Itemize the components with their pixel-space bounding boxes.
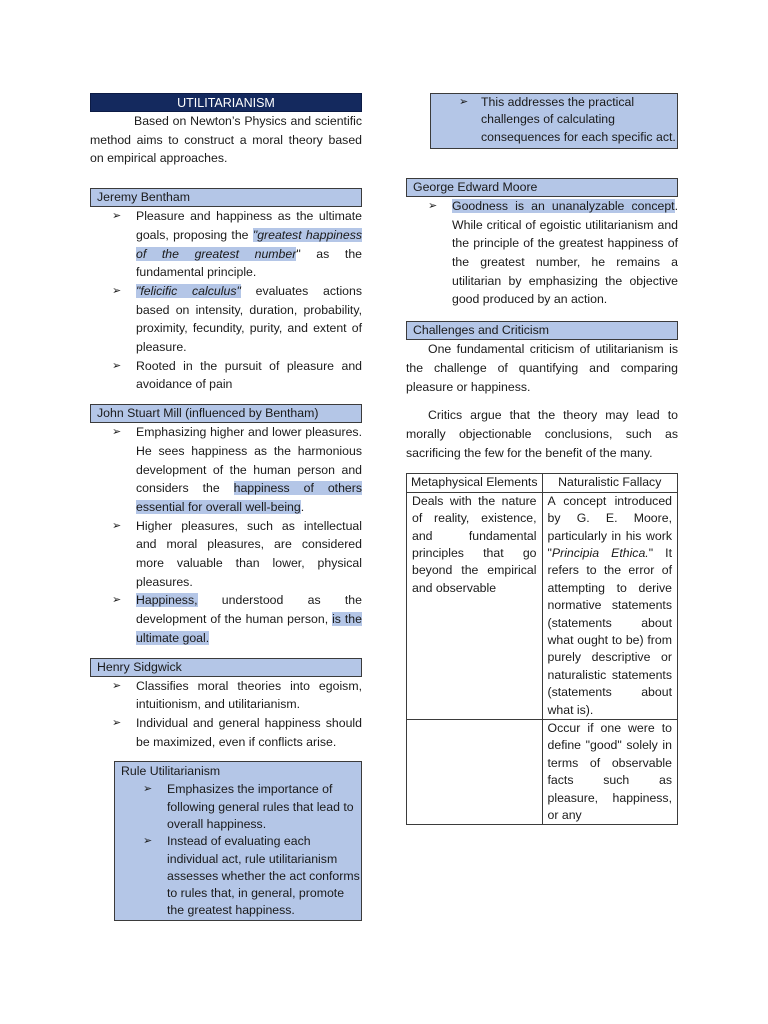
page-title: UTILITARIANISM: [90, 93, 362, 112]
highlight: is the ultimate goal.: [136, 612, 362, 645]
highlight: Goodness is an unanalyzable concept: [452, 198, 675, 213]
challenges-paragraph-1: One fundamental criticism of utilitarianism is the challenge of quantifying and comparing pleasure or happiness.: [406, 342, 678, 394]
section-heading-mill: John Stuart Mill (influenced by Bentham): [90, 404, 362, 423]
highlight: Happiness,: [136, 593, 198, 608]
arrow-bullet-icon: ➢: [112, 679, 122, 692]
arrow-bullet-icon: ➢: [143, 783, 153, 796]
arrow-bullet-icon: ➢: [143, 835, 153, 848]
mill-list: [90, 423, 362, 647]
sidgwick-list: [90, 677, 362, 752]
table-row: [407, 720, 678, 825]
rule-utilitarianism-heading: Rule Utilitarianism: [121, 764, 221, 779]
rule-utilitarianism-box: [114, 761, 362, 920]
arrow-bullet-icon: ➢: [112, 716, 122, 729]
table-cell: Deals with the nature of reality, existence, and fundamental principles that go beyond the empirical and observable: [407, 492, 543, 719]
arrow-bullet-icon: ➢: [112, 426, 122, 439]
rule-list: [115, 781, 361, 919]
list-item: ➢ Happiness, understood as the development of the human person, is the ultimate goal.: [112, 593, 362, 645]
continuation-box: [430, 93, 678, 149]
list-item: ➢ Goodness is an unanalyzable concept. While critical of egoistic utilitarianism and the principle of the greatest happiness of the greatest number, he remains a utilitarian by emphasizing the objective good produced by an action.: [428, 198, 678, 307]
list-item: ➢ Emphasizing higher and lower pleasures. He sees happiness as the harmonious development of the human person and considers the happiness of others essential for overall well-being.: [112, 425, 363, 514]
section-heading-moore: George Edward Moore: [406, 178, 678, 197]
highlight: "greatest happiness of the greatest number: [136, 227, 362, 261]
table-header-naturalistic: Naturalistic Fallacy: [542, 474, 677, 492]
table-header-metaphysical: Metaphysical Elements: [407, 474, 543, 492]
intro-paragraph: Based on Newton’s Physics and scientific method aims to construct a moral theory based on empirical approaches.: [90, 114, 362, 166]
list-item: ➢ Rooted in the pursuit of pleasure and avoidance of pain: [112, 358, 362, 392]
bentham-list: [90, 207, 362, 394]
list-item: ➢ Higher pleasures, such as intellectual and moral pleasures, are considered more valuable than lower, physical pleasures.: [112, 518, 362, 589]
arrow-bullet-icon: ➢: [112, 519, 122, 532]
table-cell: [407, 720, 543, 825]
list-item: ➢ Classifies moral theories into egoism, intuitionism, and utilitarianism.: [112, 678, 362, 712]
section-heading-bentham: Jeremy Bentham: [90, 188, 362, 207]
moore-list: [406, 197, 678, 309]
list-item: ➢ Instead of evaluating each individual act, rule utilitarianism assesses whether the act conforms to rules that, in general, promote the greatest happiness.: [143, 834, 360, 918]
arrow-bullet-icon: ➢: [428, 199, 438, 212]
right-column: [406, 93, 678, 825]
arrow-bullet-icon: ➢: [112, 359, 122, 372]
highlight: "felicific calculus": [136, 283, 241, 298]
list-item: ➢ This addresses the practical challenges of calculating consequences for each specific act.: [459, 95, 676, 144]
highlight: happiness of others essential for overall well-being: [136, 481, 363, 514]
section-heading-challenges: Challenges and Criticism: [406, 321, 678, 340]
table-cell: A concept introduced by G. E. Moore, particularly in his work "Principia Ethica." It refers to the error of attempting to derive normative statements (statements about what ought to be) from purely descriptive or naturalistic statements (statements about what is).: [542, 492, 677, 719]
challenges-paragraph-2: Critics argue that the theory may lead to morally objectionable conclusions, such as sacrificing the few for the benefit of the many.: [406, 408, 678, 460]
arrow-bullet-icon: ➢: [459, 96, 469, 108]
section-heading-sidgwick: Henry Sidgwick: [90, 658, 362, 677]
list-item: ➢ Emphasizes the importance of following general rules that lead to overall happiness.: [143, 782, 354, 831]
list-item: ➢ Pleasure and happiness as the ultimate goals, proposing the "greatest happiness of the greatest number" as the fundamental principle.: [112, 209, 363, 280]
comparison-table: [406, 473, 678, 825]
list-item: ➢ Individual and general happiness should be maximized, even if conflicts arise.: [112, 715, 362, 749]
arrow-bullet-icon: ➢: [112, 594, 122, 607]
table-row: [407, 492, 678, 719]
table-cell: Occur if one were to define "good" solely in terms of observable facts such as pleasure, happiness, or any: [542, 720, 677, 825]
arrow-bullet-icon: ➢: [112, 284, 122, 297]
arrow-bullet-icon: ➢: [112, 210, 122, 223]
left-column: [90, 93, 362, 921]
list-item: ➢ "felicific calculus" evaluates actions based on intensity, duration, probability, proximity, fecundity, purity, and extent of pleasure.: [112, 283, 362, 355]
